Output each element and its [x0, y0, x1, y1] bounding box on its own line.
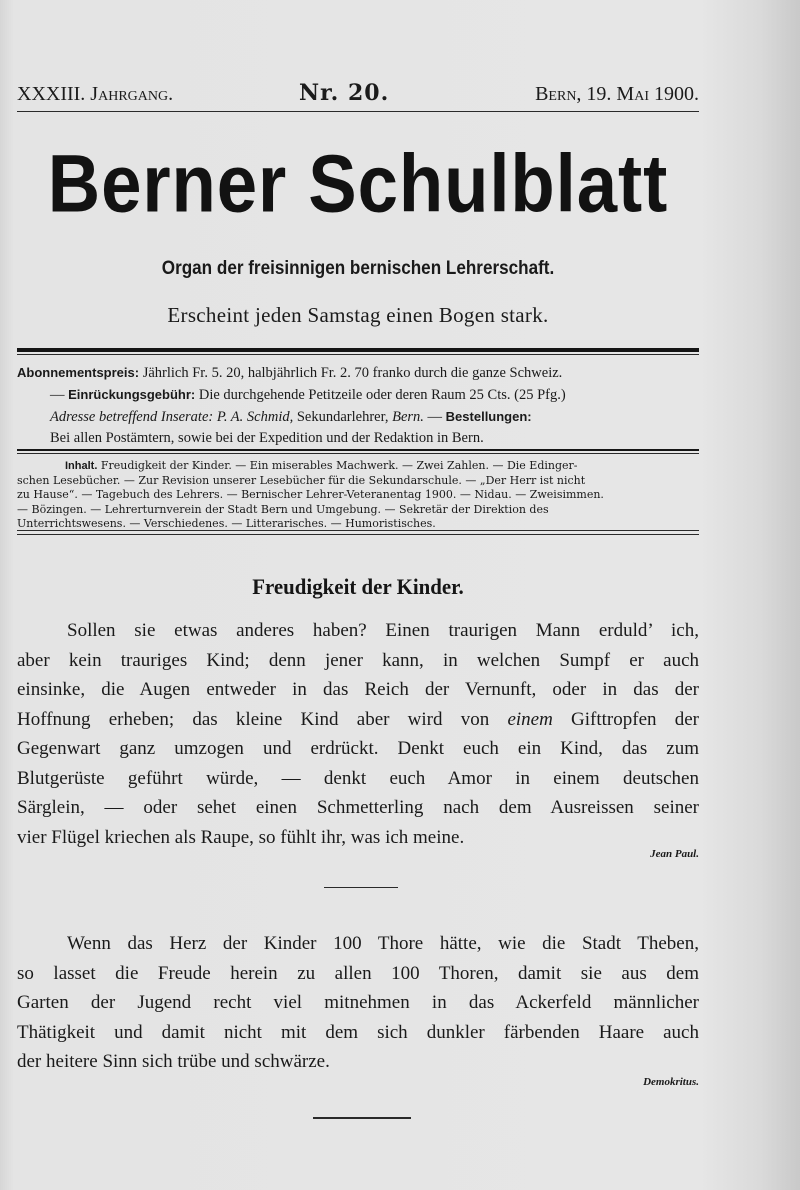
- masthead-line: [17, 80, 699, 112]
- place-date: Bern, 19. Mai 1900.: [535, 83, 699, 105]
- subscription-price-line: [17, 362, 699, 384]
- text-line: so lasset die Freude herein zu allen 100 Thoren, damit sie aus dem: [17, 962, 699, 984]
- newspaper-subtitle: Organ der freisinnigen bernischen Lehrerschaft.: [161, 258, 555, 279]
- text-line: Sollen sie etwas anderes haben? Einen traurigen Mann erduld’ ich,: [67, 620, 699, 641]
- author-attribution: Demokritus.: [643, 1076, 699, 1088]
- ads-address-text: Sekundarlehrer,: [296, 409, 389, 425]
- subscription-info: [17, 362, 699, 449]
- text-line: Thätigkeit und damit nicht mit dem sich dunkler färbenden Haare auch: [17, 1021, 699, 1043]
- subscription-rule: [17, 449, 699, 451]
- issue-number: Nr. 20.: [298, 80, 390, 106]
- text-line: Wenn das Herz der Kinder 100 Thore hätte, wie die Stadt Theben,: [67, 933, 699, 954]
- insertion-fee-line: [17, 384, 699, 406]
- ads-address-line: [17, 406, 699, 428]
- contents-line: Unterrichtswesens. — Verschiedenes. — Litterarisches. — Humoristisches.: [17, 517, 436, 531]
- contents-line: Inhalt. Freudigkeit der Kinder. — Ein miserables Machwerk. — Zwei Zahlen. — Die Edinger-: [17, 459, 699, 474]
- dash: —: [427, 409, 443, 425]
- text-line: einsinke, die Augen entweder in das Reich der Vernunft, oder in das der: [17, 679, 699, 700]
- text-line: vier Flügel kriechen als Raupe, so fühlt ihr, was ich meine.: [17, 826, 465, 848]
- contents-label: Inhalt.: [65, 460, 98, 472]
- text-line: aber kein trauriges Kind; denn jener kann, in welchen Sumpf er auch: [17, 649, 699, 671]
- subscription-price-text: Jährlich Fr. 5. 20, halbjährlich Fr. 2. 70 franko durch die ganze Schweiz.: [142, 365, 563, 381]
- subscription-price-label: Abonnementspreis:: [17, 365, 140, 380]
- text-line: Gegenwart ganz umzogen und erdrückt. Denkt euch ein Kind, das zum: [17, 738, 699, 759]
- quote-demokritus: [17, 929, 699, 1077]
- author-attribution: Jean Paul.: [650, 848, 699, 860]
- insertion-fee-label: Einrückungsgebühr:: [68, 387, 196, 402]
- newspaper-title: Berner Schulblatt: [47, 136, 669, 230]
- volume-label: XXXIII. Jahrgang.: [17, 83, 174, 105]
- contents-line: zu Hause“. — Tagebuch des Lehrers. — Bernischer Lehrer-Veteranentag 1900. — Nidau. — Zweisimmen.: [17, 488, 604, 502]
- table-of-contents: [17, 459, 699, 532]
- subscription-rule-2: [17, 453, 699, 454]
- dash: —: [50, 387, 65, 403]
- emphasized-word: einem: [507, 708, 553, 730]
- text-line: Hoffnung erheben; das kleine Kind aber wird von einem Gifttropfen der: [17, 708, 699, 730]
- section-end-divider: [313, 1117, 411, 1119]
- section-divider: [324, 887, 398, 888]
- insertion-fee-text: Die durchgehende Petitzeile oder deren Raum 25 Cts. (25 Pfg.): [198, 387, 566, 403]
- text-line: der heitere Sinn sich trübe und schwärze.: [17, 1051, 330, 1072]
- contents-rule-2: [17, 534, 699, 535]
- header-rule-thick: [17, 348, 699, 352]
- contents-line: schen Lesebücher. — Zur Revision unserer Lesebücher für die Sekundarschule. — „Der Herr ist nicht: [17, 473, 586, 487]
- text-line: Blutgerüste geführt würde, — denkt euch Amor in einem deutschen: [17, 767, 699, 789]
- header-rule-thin: [17, 354, 699, 355]
- ads-address-label: Adresse betreffend Inserate: P. A. Schmid,: [50, 409, 294, 425]
- ads-address-city: Bern.: [392, 409, 424, 425]
- orders-text: Bei allen Postämtern, sowie bei der Expedition und der Redaktion in Bern.: [50, 430, 484, 446]
- article-title: Freudigkeit der Kinder.: [252, 574, 464, 599]
- text-line: Garten der Jugend recht viel mitnehmen in das Ackerfeld männlicher: [17, 992, 699, 1013]
- publication-frequency: Erscheint jeden Samstag einen Bogen stark.: [167, 303, 549, 327]
- text-line: Särglein, — oder sehet einen Schmetterling nach dem Ausreissen seiner: [17, 797, 699, 818]
- contents-line: — Bözingen. — Lehrerturnverein der Stadt Bern und Umgebung. — Sekretär der Direktion des: [17, 502, 549, 516]
- masthead-rule: [17, 111, 699, 112]
- contents-rule: [17, 530, 699, 531]
- orders-label: Bestellungen:: [445, 409, 532, 424]
- quote-jean-paul: [17, 616, 699, 852]
